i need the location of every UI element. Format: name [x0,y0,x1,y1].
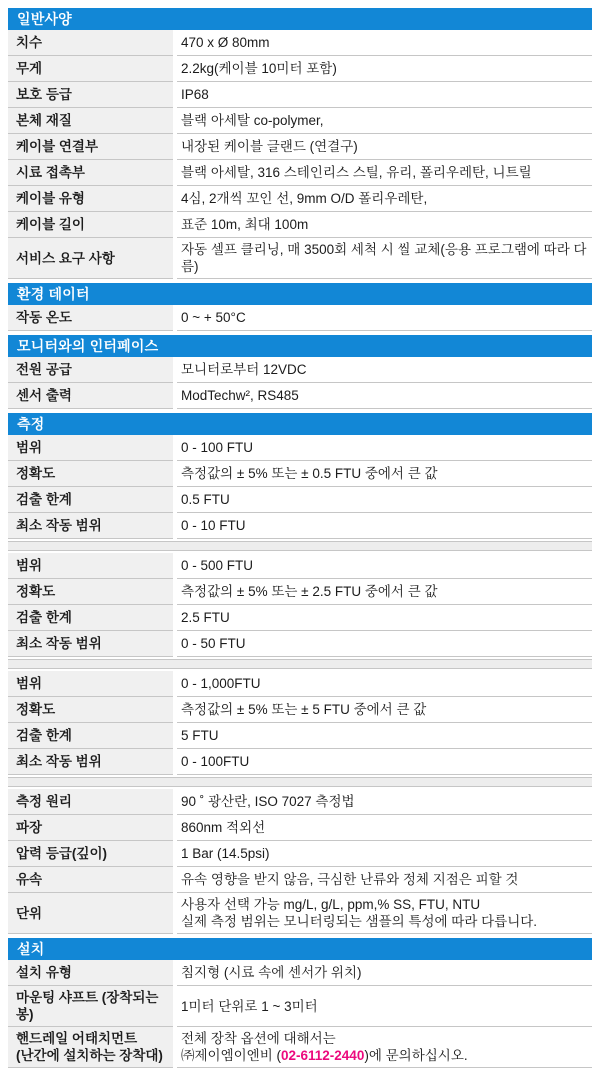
section-header [8,8,592,30]
label-line: 정확도 [16,584,56,599]
row-value [177,789,592,815]
value-line [181,583,592,600]
label-line: 최소 작동 범위 [16,636,102,651]
row-value [177,134,592,160]
spec-row [8,605,592,631]
spec-row [8,893,592,934]
label-line: 케이블 유형 [16,191,85,206]
row-value [177,605,592,631]
value-line [181,793,592,810]
row-label [8,487,173,513]
row-label [8,789,173,815]
row-label [8,435,173,461]
value-text: 측정값의 ± 5% 또는 ± 5 FTU 중에서 큰 값 [181,702,427,717]
row-label [8,108,173,134]
spec-row [8,487,592,513]
row-label [8,461,173,487]
label-line: 파장 [16,820,43,835]
value-text: 2.5 FTU [181,610,230,625]
label-line: 범위 [16,558,43,573]
value-text: 모니터로부터 12VDC [181,362,307,377]
row-label [8,553,173,579]
row-value [177,238,592,279]
row-value [177,893,592,934]
row-label [8,212,173,238]
row-label [8,960,173,986]
row-label [8,56,173,82]
row-value [177,960,592,986]
value-line [181,60,592,77]
row-value [177,723,592,749]
row-label [8,30,173,56]
label-line: 보호 등급 [16,87,72,102]
row-value [177,867,592,893]
label-line: 정확도 [16,702,56,717]
value-line [181,1030,592,1047]
row-label [8,605,173,631]
label-line: 치수 [16,35,43,50]
value-line [181,635,592,652]
spec-row [8,305,592,331]
value-text: 측정값의 ± 5% 또는 ± 2.5 FTU 중에서 큰 값 [181,584,438,599]
row-value [177,986,592,1027]
value-line [181,896,592,913]
value-line [181,701,592,718]
label-line: 전원 공급 [16,362,72,377]
value-text: 0 - 100FTU [181,754,250,769]
spec-row [8,579,592,605]
value-text: 860nm 적외선 [181,820,266,835]
group-separator [8,541,592,551]
row-value [177,815,592,841]
phone-number: 02-6112-2440 [281,1048,365,1063]
row-value [177,82,592,108]
value-line [181,465,592,482]
row-label [8,82,173,108]
row-value [177,461,592,487]
label-line: 검출 한계 [16,492,72,507]
row-label [8,1027,173,1068]
row-label [8,186,173,212]
row-value [177,186,592,212]
row-value [177,487,592,513]
value-text: 측정값의 ± 5% 또는 ± 0.5 FTU 중에서 큰 값 [181,466,438,481]
row-value [177,357,592,383]
section-title: 일반사양 [17,11,72,27]
group-separator [8,659,592,669]
row-label [8,357,173,383]
value-line [181,361,592,378]
spec-row [8,841,592,867]
value-text: 1 Bar (14.5psi) [181,846,270,861]
row-value [177,30,592,56]
value-line [181,138,592,155]
label-line: 작동 온도 [16,310,72,325]
label-line: 설치 유형 [16,965,72,980]
label-line: 시료 접촉부 [16,165,85,180]
spec-row [8,513,592,539]
value-line [181,190,592,207]
spec-row [8,697,592,723]
spec-row [8,631,592,657]
spec-row [8,160,592,186]
spec-row [8,82,592,108]
spec-row [8,56,592,82]
value-line [181,112,592,129]
row-value [177,305,592,331]
value-text: 유속 영향을 받지 않음, 극심한 난류와 정체 지점은 피할 것 [181,872,519,887]
value-line [181,164,592,181]
spec-row [8,461,592,487]
row-label [8,579,173,605]
value-text: 90 ˚ 광산란, ISO 7027 측정법 [181,794,355,809]
label-line: 범위 [16,440,43,455]
label-line: 센서 출력 [16,388,72,403]
value-line [181,871,592,888]
value-line [181,964,592,981]
value-line [181,753,592,770]
value-text: 0 - 1,000FTU [181,676,261,691]
row-value [177,1027,592,1068]
row-label [8,893,173,934]
value-text: 4심, 2개씩 꼬인 선, 9mm O/D 폴리우레탄, [181,191,428,206]
value-text: 자동 셀프 클리닝, 매 3500회 세척 시 씰 교체(응용 프로그램에 따라 다름) [181,242,587,274]
row-label [8,513,173,539]
value-text: 실제 측정 범위는 모니터링되는 샘플의 특성에 따라 다릅니다. [181,914,538,929]
row-label [8,383,173,409]
value-text: 0.5 FTU [181,492,230,507]
value-line [181,241,592,275]
value-text: 470 x Ø 80mm [181,35,270,50]
value-line [181,727,592,744]
spec-table [8,8,592,1068]
value-text: 블랙 아세탈, 316 스테인리스 스틸, 유리, 폴리우레탄, 니트릴 [181,165,532,180]
section-title: 모니터와의 인터페이스 [17,338,159,354]
row-value [177,579,592,605]
spec-row [8,789,592,815]
value-text: 2.2kg(케이블 10미터 포함) [181,61,337,76]
spec-row [8,749,592,775]
value-line [181,86,592,103]
label-line: 범위 [16,676,43,691]
spec-row [8,435,592,461]
value-text: 블랙 아세탈 co-polymer, [181,113,324,128]
value-line [181,557,592,574]
value-text: 전체 장착 옵션에 대해서는 [181,1031,336,1046]
row-value [177,631,592,657]
value-text: IP68 [181,87,209,102]
spec-row [8,815,592,841]
row-label [8,986,173,1027]
value-text: 1미터 단위로 1 ~ 3미터 [181,998,318,1014]
spec-row [8,1027,592,1068]
label-line: 본체 재질 [16,113,72,128]
value-line [181,913,592,930]
label-line: 마운팅 샤프트 (장착되는 봉) [16,990,159,1022]
section-header [8,335,592,357]
row-value [177,56,592,82]
group-separator [8,777,592,787]
label-line: 케이블 연결부 [16,139,98,154]
value-line [181,819,592,836]
spec-row [8,30,592,56]
value-text: 침지형 (시료 속에 센서가 위치) [181,965,362,980]
value-text: )에 문의하십시오. [364,1048,468,1063]
label-line: 무게 [16,61,43,76]
row-value [177,671,592,697]
row-label [8,631,173,657]
label-line: 최소 작동 범위 [16,754,102,769]
spec-row [8,383,592,409]
value-line [181,216,592,233]
value-text: ㈜제이엠이엔비 ( [181,1048,281,1063]
row-value [177,383,592,409]
label-line: 단위 [16,905,43,921]
section-title: 측정 [17,416,45,432]
label-line: 측정 원리 [16,794,72,809]
row-label [8,697,173,723]
label-line: 최소 작동 범위 [16,518,102,533]
row-label [8,867,173,893]
value-text: ModTechw², RS485 [181,388,299,403]
section-header [8,283,592,305]
label-line: 유속 [16,872,43,887]
value-text: 사용자 선택 가능 mg/L, g/L, ppm,% SS, FTU, NTU [181,897,481,912]
label-line: 정확도 [16,466,56,481]
row-label [8,134,173,160]
spec-row [8,238,592,279]
row-value [177,435,592,461]
value-line [181,387,592,404]
value-line [181,609,592,626]
label-line: 검출 한계 [16,610,72,625]
row-value [177,553,592,579]
section-title: 설치 [17,941,45,957]
label-line: 서비스 요구 사항 [16,250,115,266]
spec-row [8,723,592,749]
row-label [8,841,173,867]
value-line [181,491,592,508]
row-value [177,749,592,775]
section-header [8,413,592,435]
label-line: 검출 한계 [16,728,72,743]
row-value [177,513,592,539]
value-line [181,675,592,692]
row-value [177,160,592,186]
value-line [181,1047,592,1064]
value-text: 0 - 10 FTU [181,518,246,533]
row-label [8,723,173,749]
value-line [181,517,592,534]
section-header [8,938,592,960]
value-text: 표준 10m, 최대 100m [181,217,309,232]
spec-row [8,212,592,238]
row-value [177,108,592,134]
row-label [8,749,173,775]
row-value [177,841,592,867]
spec-row [8,108,592,134]
spec-row [8,986,592,1027]
value-text: 내장된 케이블 글랜드 (연결구) [181,139,358,154]
row-label [8,815,173,841]
row-label [8,305,173,331]
spec-row [8,186,592,212]
value-text: 0 - 50 FTU [181,636,246,651]
spec-row [8,134,592,160]
spec-row [8,867,592,893]
row-label [8,238,173,279]
label-line: (난간에 설치하는 장착대) [16,1048,163,1063]
value-line [181,309,592,326]
value-text: 5 FTU [181,728,219,743]
label-line: 핸드레일 어태치먼트 [16,1031,138,1046]
value-line [181,998,592,1015]
label-line: 케이블 길이 [16,217,85,232]
spec-row [8,671,592,697]
value-text: 0 - 500 FTU [181,558,254,573]
value-line [181,845,592,862]
spec-row [8,553,592,579]
row-value [177,697,592,723]
value-line [181,439,592,456]
row-value [177,212,592,238]
spec-row [8,357,592,383]
section-title: 환경 데이터 [17,286,90,302]
label-line: 압력 등급(깊이) [16,846,107,861]
value-line [181,34,592,51]
value-text: 0 ~ + 50°C [181,310,246,325]
value-text: 0 - 100 FTU [181,440,254,455]
spec-row [8,960,592,986]
row-label [8,671,173,697]
row-label [8,160,173,186]
